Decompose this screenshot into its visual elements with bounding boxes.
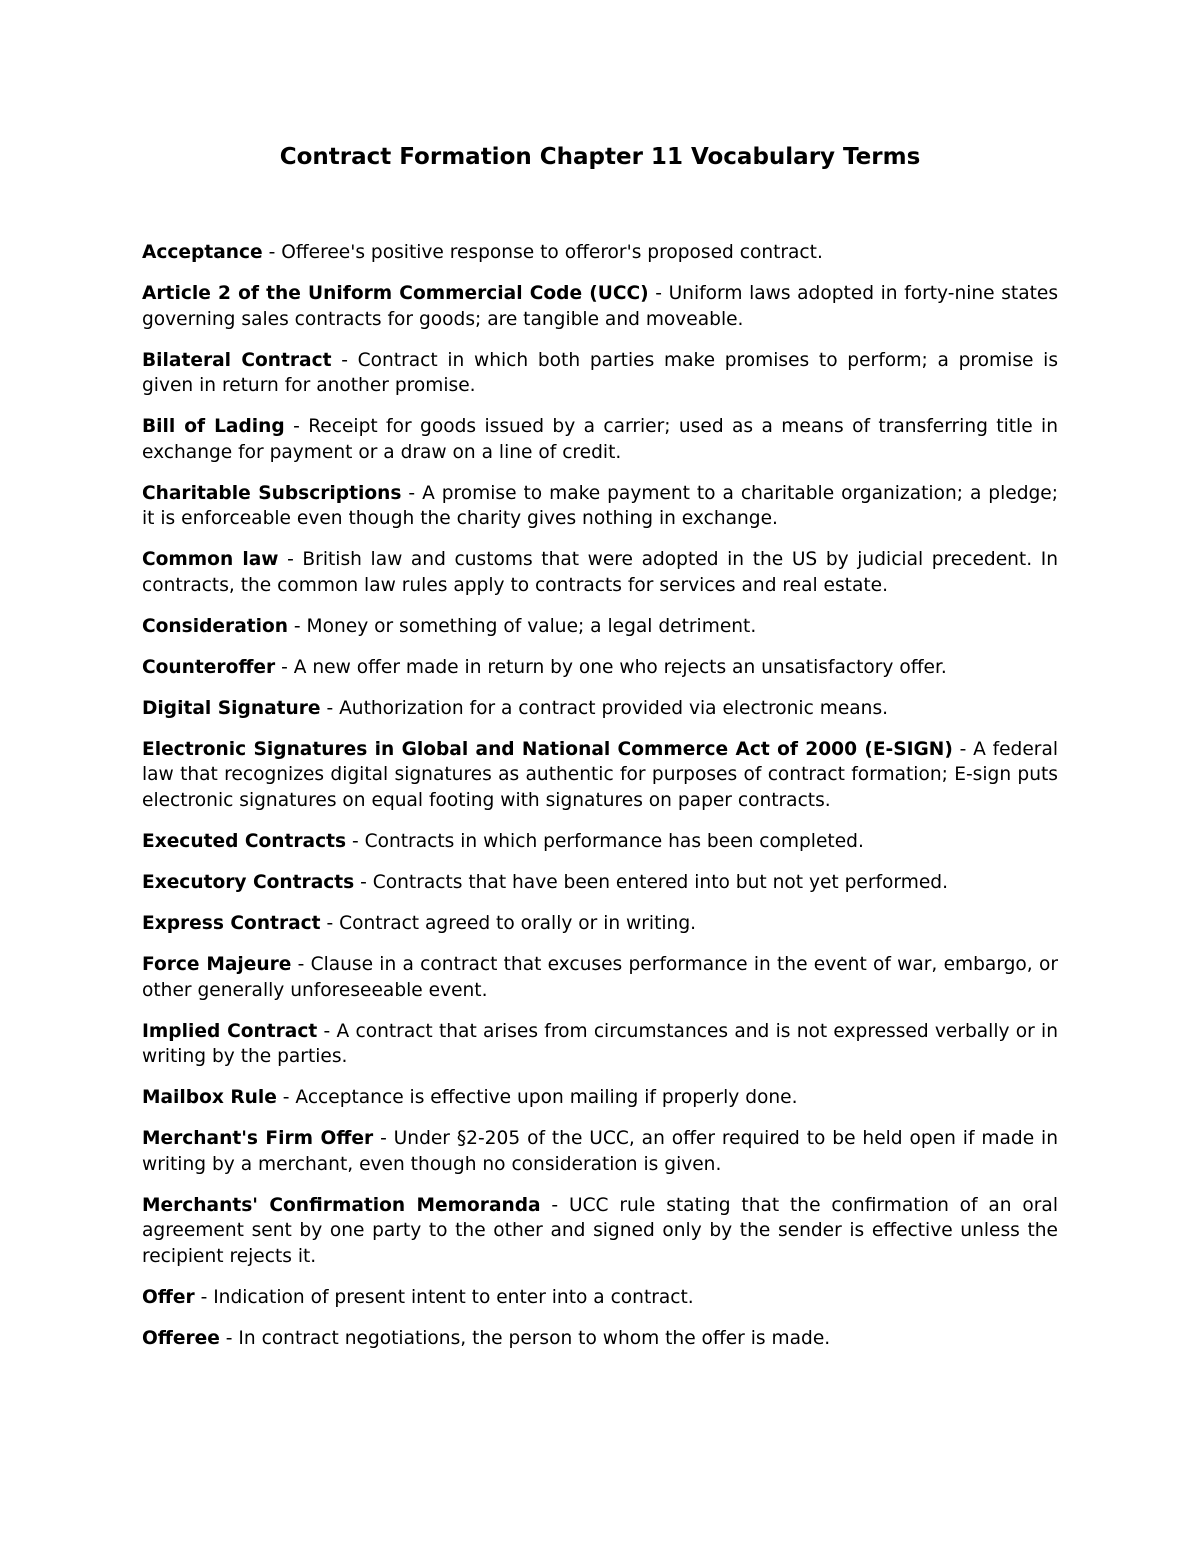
vocabulary-term: Consideration [142,615,289,637]
vocabulary-entry [142,1193,1058,1270]
vocabulary-definition: Uniform laws adopted in forty-nine states governing sales contracts for goods; are tangible and moveable. [142,282,1059,330]
term-separator: - [320,912,340,934]
vocabulary-definition: A promise to make payment to a charitable organization; a pledge; it is enforceable even though the charity gives nothing in exchange. [142,482,1059,530]
vocabulary-definition: Acceptance is effective upon mailing if properly done. [295,1087,798,1109]
vocabulary-entry [142,737,1058,814]
vocabulary-term: Acceptance [142,242,263,263]
vocabulary-term: Merchants' Confirmation Memoranda [142,1194,541,1216]
vocabulary-entry [142,348,1058,399]
term-separator: - [952,738,974,760]
vocabulary-entry [142,1126,1058,1177]
term-separator: - [373,1128,394,1150]
vocabulary-list [142,240,1058,1351]
vocabulary-entry [142,696,1058,722]
term-separator: - [317,1020,337,1042]
vocabulary-entry [142,952,1058,1003]
term-separator: - [275,656,294,678]
term-separator: - [354,871,373,893]
vocabulary-definition: Contracts that have been entered into but not yet performed. [372,871,948,893]
vocabulary-entry [142,547,1058,598]
vocabulary-term: Mailbox Rule [142,1087,277,1109]
vocabulary-term: Digital Signature [142,697,321,719]
vocabulary-term: Electronic Signatures in Global and National Commerce Act of 2000 (E-SIGN) [142,738,953,760]
vocabulary-entry [142,1285,1058,1311]
vocabulary-entry [142,1085,1058,1111]
vocabulary-definition: Indication of present intent to enter into a contract. [213,1286,694,1308]
vocabulary-definition: Offeree's positive response to offeror's proposed contract. [281,242,823,263]
term-separator: - [276,1087,296,1109]
vocabulary-term: Offeree [142,1327,220,1349]
vocabulary-entry [142,1326,1058,1352]
vocabulary-definition: A contract that arises from circumstances and is not expressed verbally or in writing by the parties. [142,1020,1058,1068]
vocabulary-entry [142,481,1058,532]
vocabulary-entry [142,240,1058,266]
vocabulary-entry [142,829,1058,855]
vocabulary-definition: Contract in which both parties make promises to perform; a promise is given in return for another promise. [142,349,1059,397]
term-separator: - [401,482,423,504]
term-separator: - [648,282,669,304]
term-separator: - [331,349,358,371]
vocabulary-definition: A federal law that recognizes digital signatures as authentic for purposes of contract formation; E-sign puts electronic signatures on equal footing with signatures on paper contracts. [142,738,1058,812]
term-separator: - [346,831,365,852]
vocabulary-term: Offer [142,1286,195,1308]
vocabulary-definition: A new offer made in return by one who rejects an unsatisfactory offer. [293,656,947,678]
term-separator: - [288,615,307,637]
term-separator: - [320,697,340,719]
vocabulary-term: Bill of Lading [142,416,285,438]
vocabulary-term: Common law [142,549,279,571]
vocabulary-definition: Under §2-205 of the UCC, an offer required to be held open if made in writing by a merchant, even though no consideration is given. [142,1128,1058,1175]
vocabulary-term: Bilateral Contract [142,349,332,371]
vocabulary-entry [142,281,1058,332]
vocabulary-term: Force Majeure [142,953,292,975]
vocabulary-term: Express Contract [142,912,321,934]
vocabulary-entry [142,911,1058,937]
vocabulary-definition: Authorization for a contract provided via electronic means. [339,697,889,719]
vocabulary-definition: UCC rule stating that the confirmation of an oral agreement sent by one party to the other and signed only by the sender is effective unless the recipient rejects it. [142,1194,1058,1267]
vocabulary-term: Merchant's Firm Offer [142,1128,374,1150]
document-page [142,142,1058,1367]
term-separator: - [540,1194,569,1216]
vocabulary-term: Implied Contract [142,1020,318,1042]
vocabulary-definition: Clause in a contract that excuses performance in the event of war, embargo, or other generally unforeseeable event. [142,953,1058,1001]
vocabulary-term: Executory Contracts [142,871,355,893]
term-separator: - [194,1286,214,1308]
vocabulary-definition: British law and customs that were adopted in the US by judicial precedent. In contracts, the common law rules apply to contracts for services and real estate. [142,549,1059,596]
vocabulary-definition: Contracts in which performance has been completed. [364,831,864,852]
document-title: Contract Formation Chapter 11 Vocabulary Terms [279,144,921,170]
vocabulary-definition: Money or something of value; a legal detriment. [306,615,757,637]
vocabulary-entry [142,870,1058,896]
vocabulary-term: Executed Contracts [142,831,347,852]
vocabulary-entry [142,614,1058,640]
vocabulary-term: Charitable Subscriptions [142,482,402,504]
vocabulary-term: Article 2 of the Uniform Commercial Code (UCC) [142,282,649,304]
term-separator: - [278,549,303,571]
vocabulary-definition: Contract agreed to orally or in writing. [339,912,697,934]
term-separator: - [291,953,311,975]
term-separator: - [219,1327,239,1349]
vocabulary-entry [142,414,1058,465]
vocabulary-entry [142,655,1058,681]
vocabulary-definition: Receipt for goods issued by a carrier; used as a means of transferring title in exchange for payment or a draw on a line of credit. [142,416,1059,463]
vocabulary-definition: In contract negotiations, the person to whom the offer is made. [238,1327,831,1349]
term-separator: - [284,416,309,438]
vocabulary-term: Counteroffer [142,656,276,678]
vocabulary-entry [142,1019,1058,1070]
term-separator: - [262,242,282,263]
